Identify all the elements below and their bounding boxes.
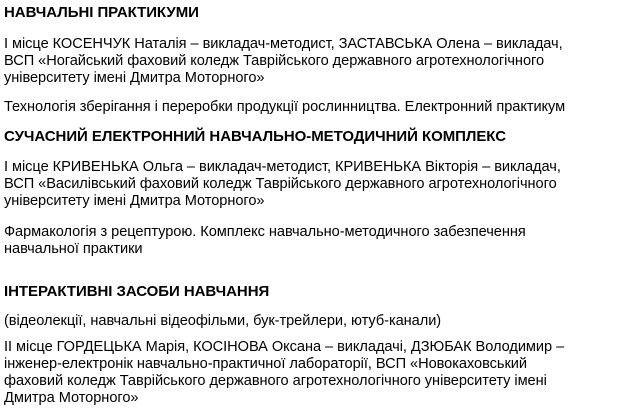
award-text-line: університету імені Дмитра Моторного» [4,193,265,209]
section-heading-interactive: ІНТЕРАКТИВНІ ЗАСОБИ НАВЧАННЯ [4,283,270,300]
award-text-line: І місце КРИВЕНЬКА Ольга – викладач-методист, КРИВЕНЬКА Вікторія – викладач, [4,159,561,175]
section-heading-practicums: НАВЧАЛЬНІ ПРАКТИКУМИ [4,4,199,21]
work-title-line: Фармакологія з рецептурою. Комплекс навчально-методичного забезпечення [4,224,526,240]
award-text-line: інженер-електронік навчально-практичної лабораторії, ВСП «Новокаховський [4,356,527,372]
award-text-line: Дмитра Моторного» [4,390,139,406]
award-text-line: ВСП «Ногайський фаховий коледж Таврійського державного агротехнологічного [4,53,545,69]
section-heading-e-complex: СУЧАСНИЙ ЕЛЕКТРОННИЙ НАВЧАЛЬНО-МЕТОДИЧНИЙ КОМПЛЕКС [4,128,506,145]
award-text-line: фаховий коледж Таврійського державного агротехнологічного університету імені [4,373,547,389]
work-title-line: Технологія зберігання і переробки продукції рослинництва. Електронний практикум [4,99,566,115]
award-text-line: університету імені Дмитра Моторного» [4,70,265,86]
award-text-line: ВСП «Василівський фаховий коледж Таврійського державного агротехнологічного [4,176,557,192]
work-title-line: навчальної практики [4,241,143,257]
award-text-line: І місце КОСЕНЧУК Наталія – викладач-методист, ЗАСТАВСЬКА Олена – викладач, [4,36,563,52]
award-text-line: ІІ місце ГОРДЕЦЬКА Марія, КОСІНОВА Оксана – викладачі, ДЗЮБАК Володимир – [4,339,565,355]
section-note: (відеолекції, навчальні відеофільми, бук-трейлери, ютуб-канали) [4,313,442,329]
